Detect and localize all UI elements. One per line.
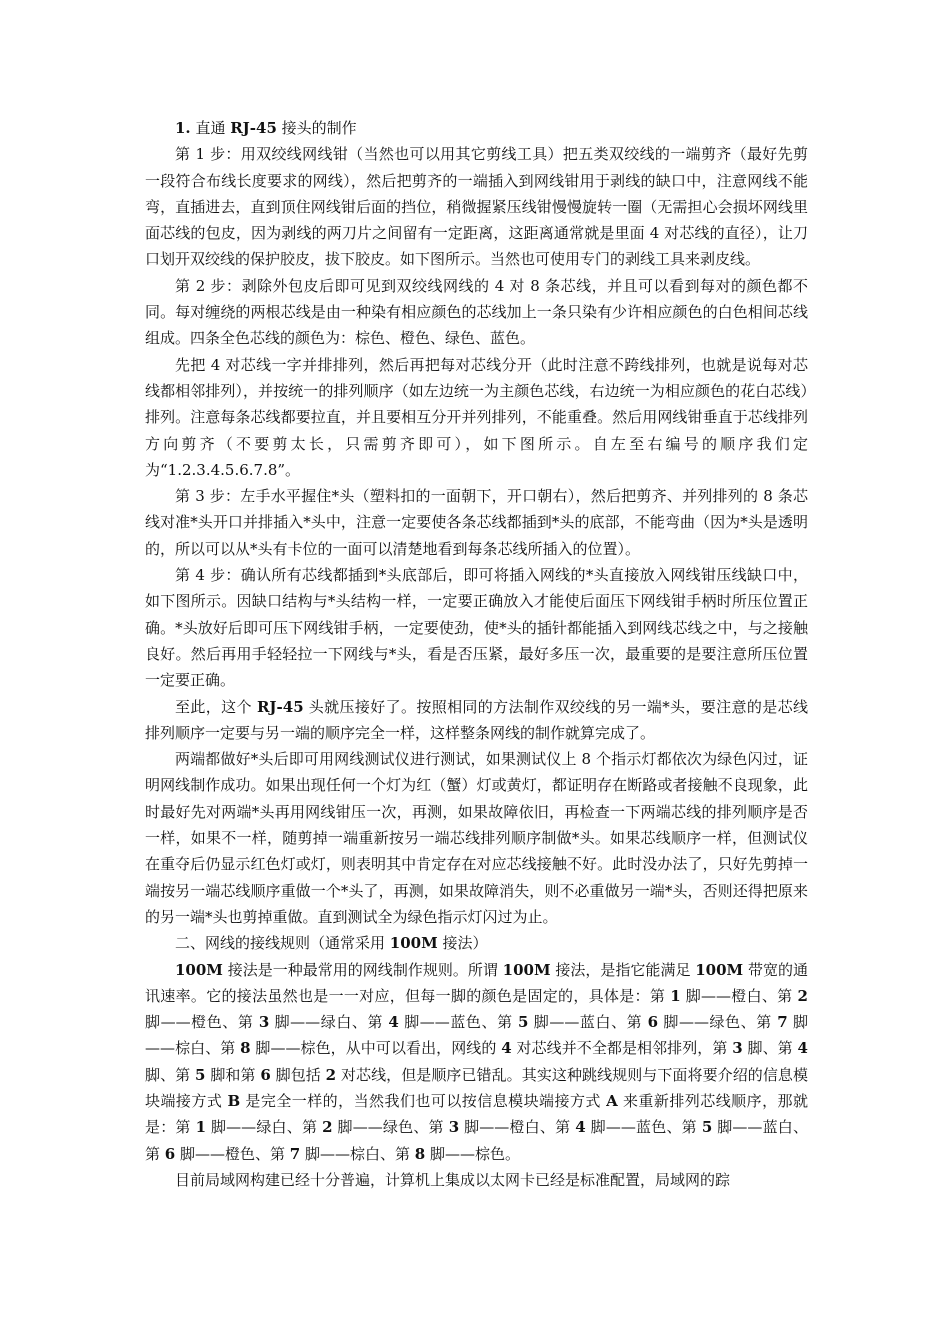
rule100m-paragraph: 100M 接法是一种最常用的网线制作规则。所谓 100M 接法，是指它能满足 100M 带宽的通讯速率。它的接法虽然也是一一对应，但每一脚的颜色是固定的，具体是：第 1 脚——橙白、第 2 脚——橙色、第 3 脚——绿白、第 4 脚——蓝色、第 5 脚——蓝白、第 6 脚——绿色、第 7 脚——棕白、第 8 脚——棕色，从中可以看出，网线的 4 对芯线并不全都是相邻排列，第 3 脚、第 4 脚、第 5 脚和第 6 脚包括 2 对芯线，但是顺序已错乱。其实这种跳线规则与下面将要介绍的信息模块端接方式 B 是完全一样的，当然我们也可以按信息模块端接方式 A 来重新排列芯线顺序，那就是：第 1 脚——绿白、第 2 脚——绿色、第 3 脚——橙白、第 4 脚——蓝色、第 5 脚——蓝白、第 6 脚——橙色、第 7 脚——棕白、第 8 脚——棕色。 <box>145 960 809 1163</box>
document-page <box>145 115 808 1193</box>
heading-number: 1. <box>175 119 191 137</box>
step-label: 第 4 步： <box>175 566 241 585</box>
step4-paragraph: 第 4 步：确认所有芯线都插到*头底部后，即可将插入网线的*头直接放入网线钳压线缺口中，如下图所示。因缺口结构与*头结构一样，一定要正确放入才能使后面压下网线钳手柄时所压位置正确。*头放好后即可压下网线钳手柄，一定要使劲，使*头的插针都能插入到网线芯线之中，与之接触良好。然后再用手轻轻拉一下网线与*头，看是否压紧，最好多压一次，最重要的是要注意所压位置一定要正确。 <box>145 566 808 690</box>
step-label: 第 1 步： <box>175 145 241 164</box>
finish-paragraph: 至此，这个 RJ-45 头就压接好了。按照相同的方法制作双绞线的另一端*头，要注意的是芯线排列顺序一定要与另一端的顺序完全一样，这样整条网线的制作就算完成了。 <box>145 697 808 742</box>
section2-heading: 二、网线的接线规则（通常采用 100M 接法） <box>175 934 488 953</box>
heading-term: RJ-45 <box>230 119 277 137</box>
step-label: 第 2 步： <box>175 276 242 295</box>
step-label: 第 3 步： <box>175 487 241 506</box>
section-heading: 1. 直通 RJ-45 接头的制作 <box>175 119 357 137</box>
test-paragraph: 两端都做好*头后即可用网线测试仪进行测试，如果测试仪上 8 个指示灯都依次为绿色闪过，证明网线制作成功。如果出现任何一个灯为红（蟹）灯或黄灯，都证明存在断路或者接触不良现象，此时最好先对两端*头再用网线钳压一次，再测，如果故障依旧，再检查一下两端芯线的排列顺序是否一样，如果不一样，随剪掉一端重新按另一端芯线排列顺序制做*头。如果芯线顺序一样，但测试仪在重夺后仍显示红色灯或灯，则表明其中肯定存在对应芯线接触不好。此时没办法了，只好先剪掉一端按另一端芯线顺序重做一个*头了，再测，如果故障消失，则不必重做另一端*头，否则还得把原来的另一端*头也剪掉重做。直到测试全为绿色指示灯闪过为止。 <box>145 750 808 926</box>
lan-paragraph: 目前局域网构建已经十分普遍，计算机上集成以太网卡已经是标准配置，局域网的踪 <box>175 1170 731 1189</box>
arrange-paragraph: 先把 4 对芯线一字并排排列，然后再把每对芯线分开（此时注意不跨线排列，也就是说每对芯线都相邻排列），并按统一的排列顺序（如左边统一为主颜色芯线，右边统一为相应颜色的花白芯线）排列。注意每条芯线都要拉直，并且要相互分开并列排列，不能重叠。然后用网线钳垂直于芯线排列方向剪齐（不要剪太长，只需剪齐即可），如下图所示。自左至右编号的顺序我们定为“1.2.3.4.5.6.7.8”。 <box>145 355 808 479</box>
step2-paragraph: 第 2 步：剥除外包皮后即可见到双绞线网线的 4 对 8 条芯线，并且可以看到每对的颜色都不同。每对缠绕的两根芯线是由一种染有相应颜色的芯线加上一条只染有少许相应颜色的白色相间芯线组成。四条全色芯线的颜色为：棕色、橙色、绿色、蓝色。 <box>145 276 808 348</box>
step3-paragraph: 第 3 步：左手水平握住*头（塑料扣的一面朝下，开口朝右），然后把剪齐、并列排列的 8 条芯线对准*头开口并排插入*头中，注意一定要使各条芯线都插到*头的底部，不能弯曲（因为*头是透明的，所以可以从*头有卡位的一面可以清楚地看到每条芯线所插入的位置）。 <box>145 487 808 558</box>
step1-paragraph: 第 1 步：用双绞线网线钳（当然也可以用其它剪线工具）把五类双绞线的一端剪齐（最好先剪一段符合布线长度要求的网线），然后把剪齐的一端插入到网线钳用于剥线的缺口中，注意网线不能弯，直插进去，直到顶住网线钳后面的挡位，稍微握紧压线钳慢慢旋转一圈（无需担心会损坏网线里面芯线的包皮，因为剥线的两刀片之间留有一定距离，这距离通常就是里面 4 对芯线的直径），让刀口划开双绞线的保护胶皮，拔下胶皮。如下图所示。当然也可使用专门的剥线工具来剥皮线。 <box>145 145 808 269</box>
